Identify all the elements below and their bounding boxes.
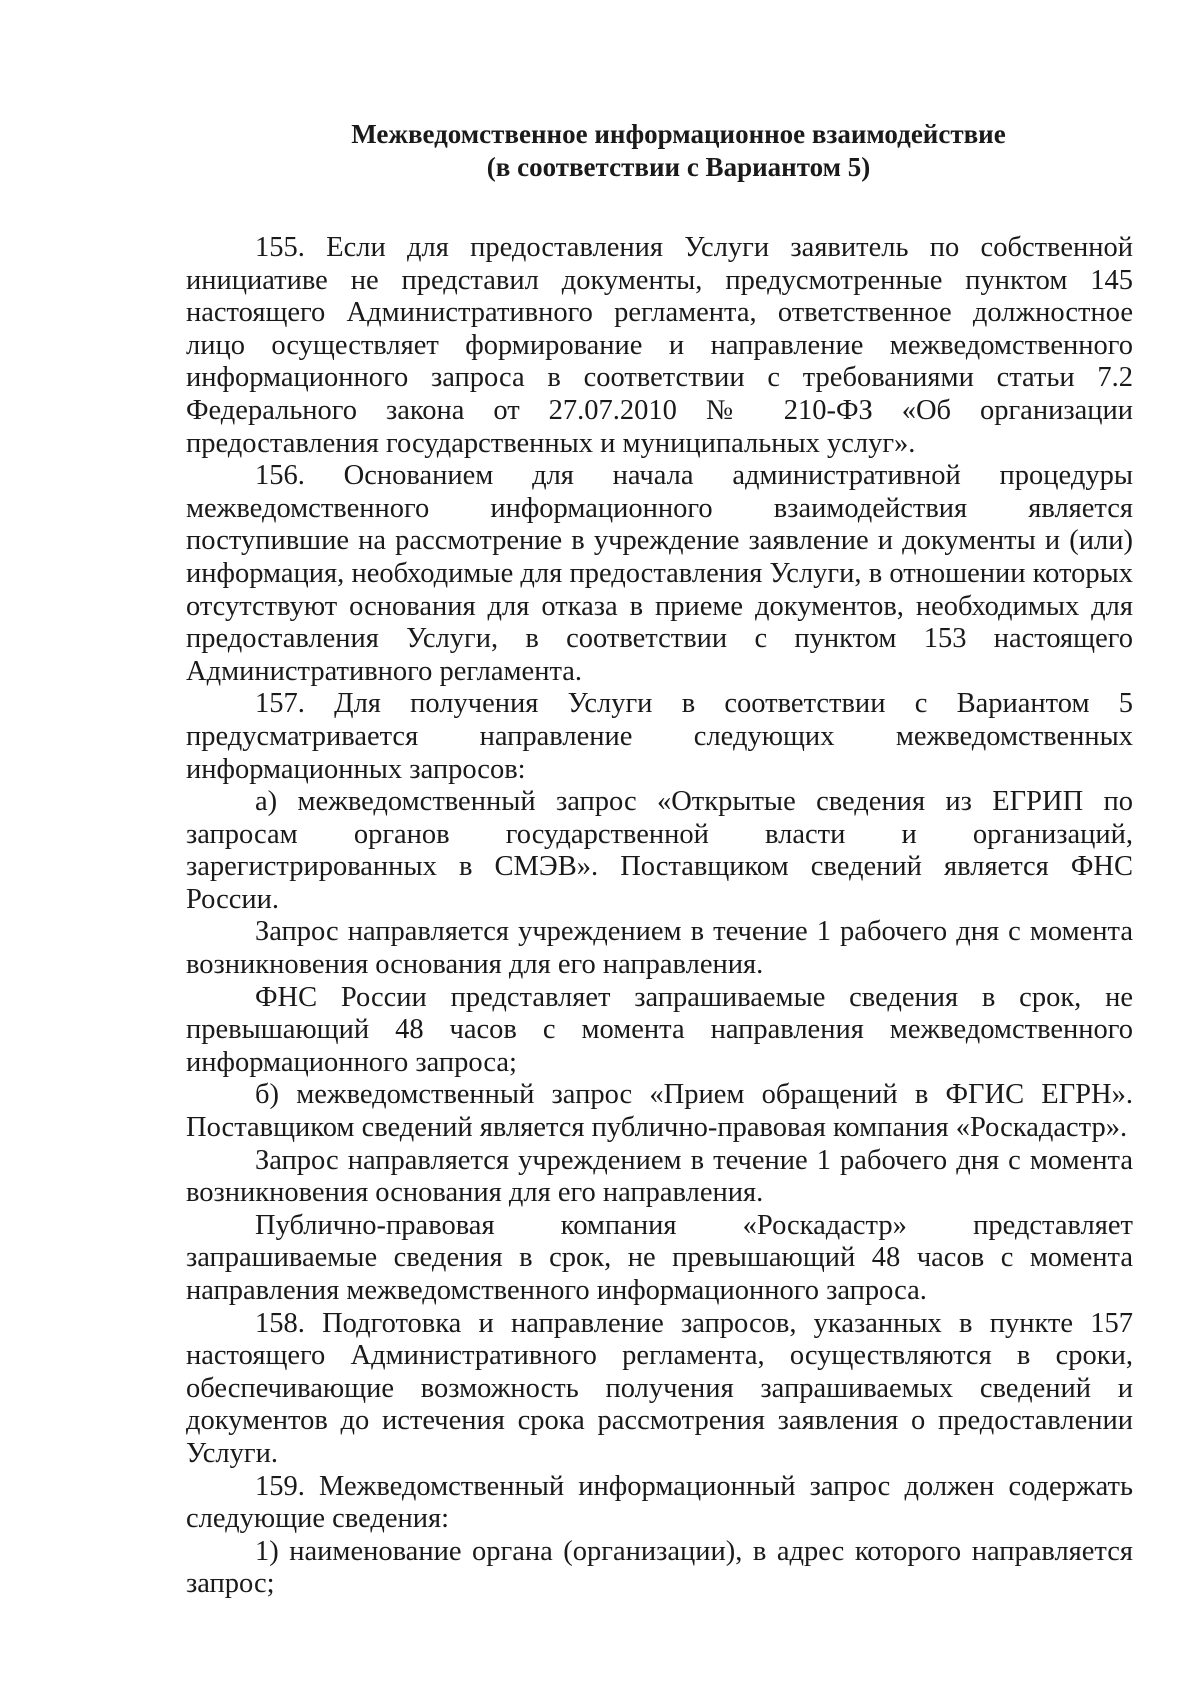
section-heading [186,118,1133,184]
paragraph-158: 158. Подготовка и направление запросов, указанных в пункте 157 настоящего Административного регламента, осуществляются в сроки, обеспечивающие возможность получения запрашиваемых сведений и документов до истечения срока рассмотрения заявления о предоставлении Услуги. [186,1307,1133,1469]
paragraph-159: 159. Межведомственный информационный запрос должен содержать следующие сведения: [186,1470,1133,1535]
paragraph-157: 157. Для получения Услуги в соответствии с Вариантом 5 предусматривается направление следующих межведомственных информационных запросов: [186,688,1133,785]
paragraph-157-a: а) межведомственный запрос «Открытые сведения из ЕГРИП по запросам органов государственной власти и организаций, зарегистрированных в СМЭВ». Поставщиком сведений является ФНС России. [186,786,1133,915]
paragraph-157-a-response-timing: ФНС России представляет запрашиваемые сведения в срок, не превышающий 48 часов с момента направления межведомственного информационного запроса; [186,981,1133,1078]
paragraph-155: 155. Если для предоставления Услуги заявитель по собственной инициативе не представил документы, предусмотренные пунктом 145 настоящего Административного регламента, ответственное должностное лицо осуществляет формирование и направление межведомственного информационного запроса в соответствии с требованиями статьи 7.2 Федерального закона от 27.07.2010 № 210-ФЗ «Об организации предоставления государственных и муниципальных услуг». [186,232,1133,459]
document-body [186,232,1133,1601]
document-page [186,118,1133,1601]
section-heading-line-1: Межведомственное информационное взаимодействие [351,119,1006,149]
paragraph-156: 156. Основанием для начала административной процедуры межведомственного информационного взаимодействия является поступившие на рассмотрение в учреждение заявление и документы и (или) информация, необходимые для предоставления Услуги, в отношении которых отсутствуют основания для отказа в приеме документов, необходимых для предоставления Услуги, в соответствии с пунктом 153 настоящего Административного регламента. [186,460,1133,687]
paragraph-157-b-response-timing: Публично-правовая компания «Роскадастр» представляет запрашиваемые сведения в срок, не превышающий 48 часов с момента направления межведомственного информационного запроса. [186,1209,1133,1306]
paragraph-157-b-request-timing: Запрос направляется учреждением в течение 1 рабочего дня с момента возникновения основания для его направления. [186,1144,1133,1209]
paragraph-159-item-1: 1) наименование органа (организации), в адрес которого направляется запрос; [186,1535,1133,1600]
paragraph-157-a-request-timing: Запрос направляется учреждением в течение 1 рабочего дня с момента возникновения основания для его направления. [186,916,1133,981]
section-heading-line-2: (в соответствии с Вариантом 5) [486,152,871,182]
paragraph-157-b: б) межведомственный запрос «Прием обращений в ФГИС ЕГРН». Поставщиком сведений является публично-правовая компания «Роскадастр». [186,1079,1133,1144]
